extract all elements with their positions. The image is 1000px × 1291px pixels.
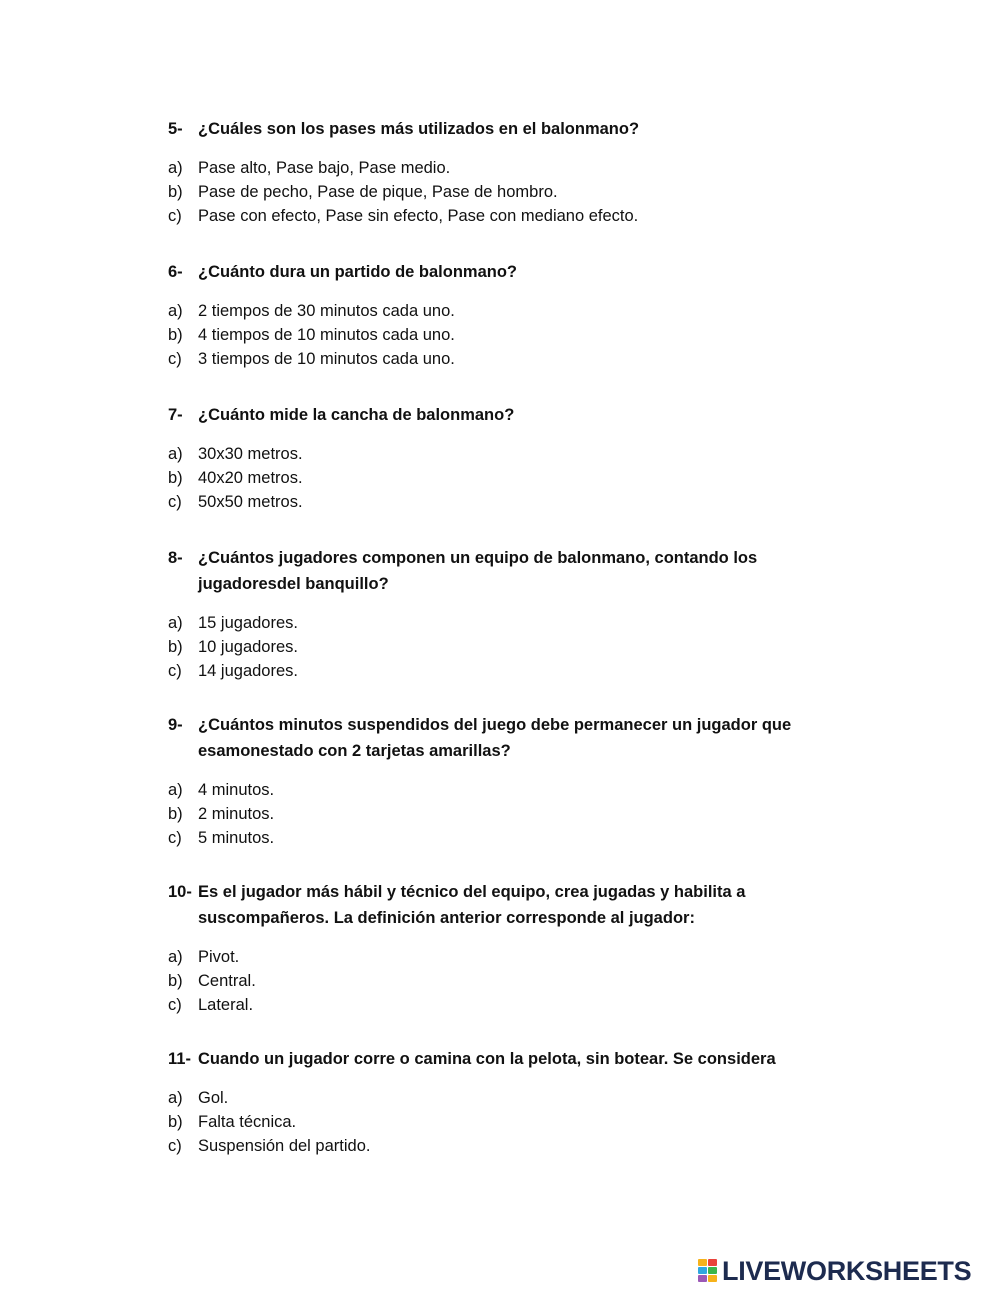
question-text: ¿Cuántos jugadores componen un equipo de balonmano, contando los jugadoresdel banquillo? <box>198 549 758 593</box>
question-text: ¿Cuánto dura un partido de balonmano? <box>198 263 517 281</box>
options-list <box>168 442 828 514</box>
question-number: 8- <box>168 549 183 567</box>
option-letter: c) <box>168 350 182 368</box>
option-c[interactable] <box>168 490 828 514</box>
option-text: 4 tiempos de 10 minutos cada uno. <box>198 326 455 344</box>
brand-name: LIVEWORKSHEETS <box>722 1256 972 1286</box>
option-text: 2 tiempos de 30 minutos cada uno. <box>198 302 455 320</box>
options-list <box>168 299 828 371</box>
option-letter: a) <box>168 614 183 632</box>
question-title <box>168 545 828 597</box>
option-b[interactable] <box>168 969 828 993</box>
option-letter: b) <box>168 805 183 823</box>
question-10 <box>168 879 828 1017</box>
option-letter: a) <box>168 1089 183 1107</box>
question-text: Es el jugador más hábil y técnico del equipo, crea jugadas y habilita a suscompañeros. La definición anterior corresponde al jugador: <box>198 883 746 927</box>
liveworksheets-logo-icon <box>698 1259 718 1283</box>
question-7 <box>168 402 828 514</box>
option-letter: b) <box>168 972 183 990</box>
option-c[interactable] <box>168 993 828 1017</box>
option-a[interactable] <box>168 1086 828 1110</box>
logo-block <box>698 1267 707 1274</box>
option-b[interactable] <box>168 1110 828 1134</box>
question-title <box>168 259 828 285</box>
question-text: Cuando un jugador corre o camina con la pelota, sin botear. Se considera <box>198 1050 776 1068</box>
option-a[interactable] <box>168 778 828 802</box>
option-letter: a) <box>168 445 183 463</box>
option-letter: b) <box>168 183 183 201</box>
logo-block <box>708 1275 717 1282</box>
question-number: 9- <box>168 716 183 734</box>
options-list <box>168 611 828 683</box>
option-text: 14 jugadores. <box>198 662 298 680</box>
option-a[interactable] <box>168 299 828 323</box>
logo-block <box>708 1259 717 1266</box>
option-letter: c) <box>168 662 182 680</box>
option-letter: a) <box>168 302 183 320</box>
question-11 <box>168 1046 828 1158</box>
option-b[interactable] <box>168 802 828 826</box>
option-text: Lateral. <box>198 996 254 1014</box>
option-c[interactable] <box>168 204 828 228</box>
question-title <box>168 1046 828 1072</box>
option-text: Gol. <box>198 1089 229 1107</box>
option-b[interactable] <box>168 635 828 659</box>
option-c[interactable] <box>168 826 828 850</box>
option-text: Falta técnica. <box>198 1113 297 1131</box>
option-text: 4 minutos. <box>198 781 275 799</box>
question-number: 11- <box>168 1050 191 1068</box>
question-text: ¿Cuántos minutos suspendidos del juego debe permanecer un jugador que esamonestado con 2 tarjetas amarillas? <box>198 716 792 760</box>
logo-block <box>698 1275 707 1282</box>
option-letter: b) <box>168 326 183 344</box>
question-text: ¿Cuáles son los pases más utilizados en el balonmano? <box>198 120 640 138</box>
option-text: Pivot. <box>198 948 240 966</box>
option-text: 30x30 metros. <box>198 445 303 463</box>
option-text: Central. <box>198 972 256 990</box>
question-9 <box>168 712 828 850</box>
option-b[interactable] <box>168 180 828 204</box>
question-text: ¿Cuánto mide la cancha de balonmano? <box>198 406 515 424</box>
option-b[interactable] <box>168 466 828 490</box>
option-text: 5 minutos. <box>198 829 275 847</box>
option-letter: b) <box>168 638 183 656</box>
options-list <box>168 945 828 1017</box>
option-c[interactable] <box>168 659 828 683</box>
options-list <box>168 1086 828 1158</box>
option-letter: a) <box>168 159 183 177</box>
option-text: Pase de pecho, Pase de pique, Pase de hombro. <box>198 183 558 201</box>
logo-block <box>708 1267 717 1274</box>
option-a[interactable] <box>168 945 828 969</box>
option-text: Suspensión del partido. <box>198 1137 371 1155</box>
question-number: 7- <box>168 406 183 424</box>
option-letter: a) <box>168 781 183 799</box>
question-8 <box>168 545 828 683</box>
option-text: Pase alto, Pase bajo, Pase medio. <box>198 159 451 177</box>
option-letter: c) <box>168 829 182 847</box>
option-text: 15 jugadores. <box>198 614 298 632</box>
question-5 <box>168 116 828 228</box>
question-title <box>168 116 828 142</box>
option-letter: c) <box>168 207 182 225</box>
question-number: 5- <box>168 120 183 138</box>
option-a[interactable] <box>168 156 828 180</box>
option-letter: b) <box>168 469 183 487</box>
question-6 <box>168 259 828 371</box>
option-letter: a) <box>168 948 183 966</box>
question-number: 10- <box>168 883 192 901</box>
option-text: 50x50 metros. <box>198 493 303 511</box>
option-text: 3 tiempos de 10 minutos cada uno. <box>198 350 455 368</box>
option-letter: c) <box>168 493 182 511</box>
option-a[interactable] <box>168 611 828 635</box>
liveworksheets-brand <box>698 1256 971 1286</box>
option-text: 2 minutos. <box>198 805 275 823</box>
option-c[interactable] <box>168 1134 828 1158</box>
option-letter: c) <box>168 996 182 1014</box>
question-title <box>168 879 828 931</box>
option-text: Pase con efecto, Pase sin efecto, Pase con mediano efecto. <box>198 207 639 225</box>
options-list <box>168 156 828 228</box>
option-a[interactable] <box>168 442 828 466</box>
option-letter: c) <box>168 1137 182 1155</box>
option-c[interactable] <box>168 347 828 371</box>
question-number: 6- <box>168 263 183 281</box>
logo-block <box>698 1259 707 1266</box>
question-title <box>168 402 828 428</box>
question-title <box>168 712 828 764</box>
option-text: 10 jugadores. <box>198 638 298 656</box>
options-list <box>168 778 828 850</box>
option-letter: b) <box>168 1113 183 1131</box>
option-b[interactable] <box>168 323 828 347</box>
option-text: 40x20 metros. <box>198 469 303 487</box>
